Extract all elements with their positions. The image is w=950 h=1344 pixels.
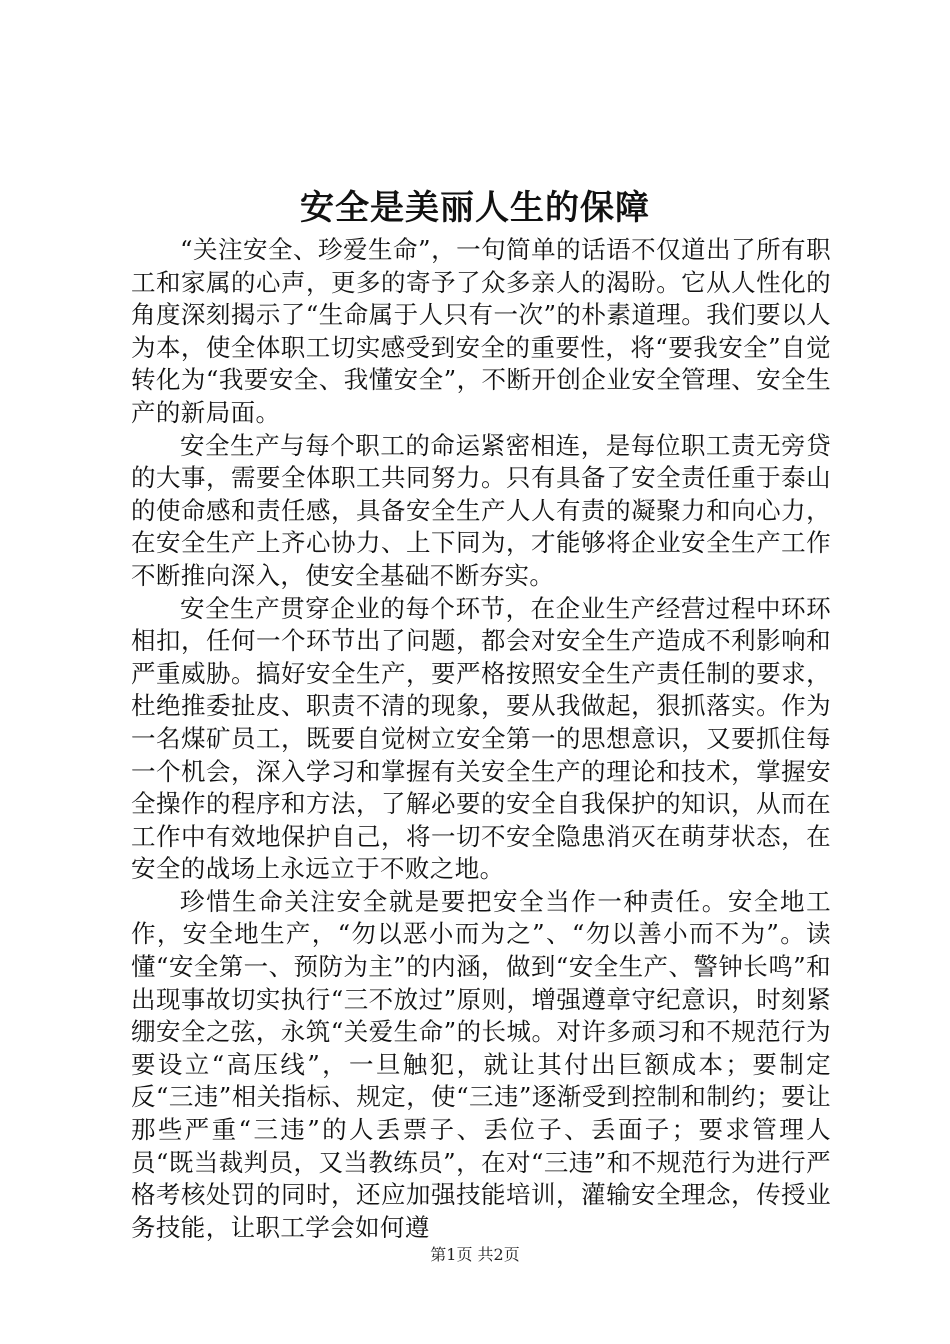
document-title: 安全是美丽人生的保障 (300, 188, 650, 228)
paragraph: 安全生产贯穿企业的每个环节，在企业生产经营过程中环环相扣，任何一个环节出了问题，都会对安全生产造成不利影响和严重威胁。搞好安全生产，要严格按照安全生产责任制的要求，杜绝推委扯皮、职责不清的现象，要从我做起，狠抓落实。作为一名煤矿员工，既要自觉树立安全第一的思想意识，又要抓住每一个机会，深入学习和掌握有关安全生产的理论和技术，掌握安全操作的程序和方法，了解必要的安全自我保护的知识，从而在工作中有效地保护自己，将一切不安全隐患消灭在萌芽状态，在安全的战场上永远立于不败之地。 (131, 593, 831, 884)
paragraph: “关注安全、珍爱生命”，一句简单的话语不仅道出了所有职工和家属的心声，更多的寄予了众多亲人的渴盼。它从人性化的角度深刻揭示了“生命属于人只有一次”的朴素道理。我们要以人为本，使全体职工切实感受到安全的重要性，将“要我安全”自觉转化为“我要安全、我懂安全”，不断开创企业安全管理、安全生产的新局面。 (131, 235, 831, 427)
document-body (131, 234, 831, 1244)
page-footer: 第1页 共2页 (430, 1245, 520, 1264)
paragraph: 珍惜生命关注安全就是要把安全当作一种责任。安全地工作，安全地生产，“勿以恶小而为之”、“勿以善小而不为”。读懂“安全第一、预防为主”的内涵，做到“安全生产、警钟长鸣”和出现事故切实执行“三不放过”原则，增强遵章守纪意识，时刻紧绷安全之弦，永筑“关爱生命”的长城。对许多顽习和不规范行为要设立“高压线”，一旦触犯，就让其付出巨额成本；要制定反“三违”相关指标、规定，使“三违”逐渐受到控制和制约；要让那些严重“三违”的人丢票子、丢位子、丢面子；要求管理人员“既当裁判员，又当教练员”，在对“三违”和不规范行为进行严格考核处罚的同时，还应加强技能培训，灌输安全理念，传授业务技能，让职工学会如何遵 (131, 886, 831, 1242)
paragraph: 安全生产与每个职工的命运紧密相连，是每位职工责无旁贷的大事，需要全体职工共同努力。只有具备了安全责任重于泰山的使命感和责任感，具备安全生产人人有责的凝聚力和向心力，在安全生产上齐心协力、上下同为，才能够将企业安全生产工作不断推向深入，使安全基础不断夯实。 (131, 430, 831, 590)
